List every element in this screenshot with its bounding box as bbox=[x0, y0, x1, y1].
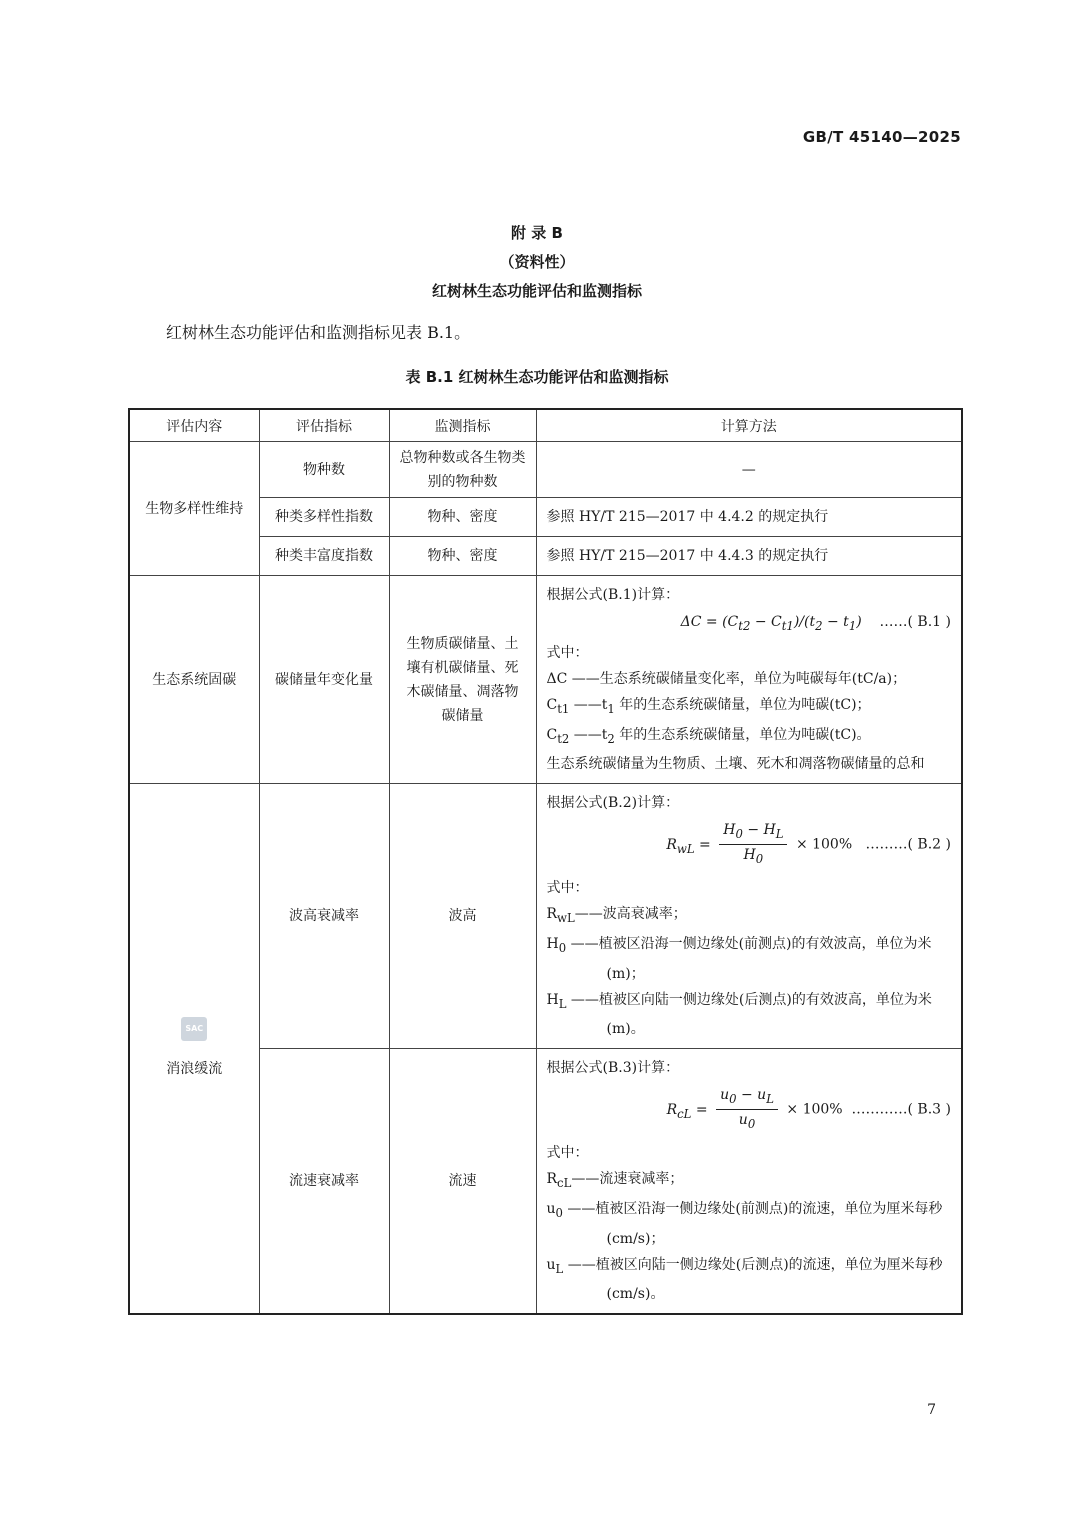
formula-b3-rhs: × 100% bbox=[786, 1101, 843, 1118]
formula-b2-rhs: × 100% bbox=[795, 836, 853, 853]
table-header-row bbox=[129, 409, 962, 442]
cell-carbon-content: 生态系统固碳 bbox=[129, 576, 259, 784]
table-caption: 表 B.1 红树林生态功能评估和监测指标 bbox=[405, 368, 669, 386]
cell-species-monitor: 总物种数或各生物类别的物种数 bbox=[389, 442, 536, 498]
col-header-indicator: 评估指标 bbox=[259, 409, 389, 442]
cell-diversity-method: 参照 HY/T 215—2017 中 4.4.2 的规定执行 bbox=[536, 498, 962, 537]
def-line: ΔC ——生态系统碳储量变化率，单位为吨碳每年(tC/a)； bbox=[546, 670, 907, 687]
indicator-table bbox=[128, 408, 963, 1315]
formula-b1-expr: $\Delta C = (C_{t2} - C_{t1})/(t_2 - t_1)$ bbox=[680, 614, 862, 633]
cell-diversity-monitor: 物种、密度 bbox=[389, 498, 536, 537]
formula-b3-denominator: $u_0$ bbox=[738, 1112, 756, 1131]
formula-b2-fraction bbox=[719, 820, 787, 869]
standard-number: GB/T 45140—2025 bbox=[802, 128, 961, 146]
appendix-type: （资料性） bbox=[499, 253, 575, 271]
formula-b1-tag: ……( B.1 ) bbox=[879, 614, 951, 630]
def-line: $u_0$ ——植被区沿海一侧边缘处(前测点)的流速，单位为厘米每秒(cm/s)； bbox=[546, 1200, 943, 1247]
cell-carbon-monitor: 生物质碳储量、土壤有机碳储量、死木碳储量、凋落物碳储量 bbox=[389, 576, 536, 784]
formula-b3-lhs: $R_{cL}$ = bbox=[666, 1101, 708, 1121]
table-row bbox=[129, 784, 962, 1049]
cell-wave-content bbox=[129, 784, 259, 1314]
def-line: $R_{wL}——$波高衰减率； bbox=[546, 905, 687, 925]
cell-biodiversity-content: 生物多样性维持 bbox=[129, 442, 259, 576]
method-intro: 根据公式(B.1)计算： bbox=[546, 587, 680, 603]
col-header-monitor: 监测指标 bbox=[389, 409, 536, 442]
cell-richness-index: 种类丰富度指数 bbox=[259, 537, 389, 576]
cell-species-method: — bbox=[536, 442, 962, 498]
formula-b3-tag: …………( B.3 ) bbox=[851, 1101, 951, 1118]
page-number: 7 bbox=[927, 1402, 936, 1418]
def-line: $H_0$ ——植被区沿海一侧边缘处(前测点)的有效波高，单位为米(m)； bbox=[546, 935, 932, 982]
where-label: 式中： bbox=[546, 879, 589, 896]
cell-flow-method bbox=[536, 1049, 962, 1314]
col-header-content: 评估内容 bbox=[129, 409, 259, 442]
cell-carbon-indicator: 碳储量年变化量 bbox=[259, 576, 389, 784]
appendix-name: 红树林生态功能评估和监测指标 bbox=[431, 282, 642, 300]
formula-b2-lhs: $R_{wL}$ = bbox=[666, 836, 711, 856]
cell-flow-indicator: 流速衰减率 bbox=[259, 1049, 389, 1314]
cell-diversity-index: 种类多样性指数 bbox=[259, 498, 389, 537]
formula-b2-denominator: $H_0$ bbox=[743, 847, 764, 866]
formula-b2-numerator: $H_0 - H_L$ bbox=[719, 820, 787, 845]
formula-b2-tag: ………( B.2 ) bbox=[865, 836, 951, 853]
cell-carbon-method bbox=[536, 576, 962, 784]
col-header-method: 计算方法 bbox=[536, 409, 962, 442]
def-line: $C_{t1}$ $——t_1$ 年的生态系统碳储量，单位为吨碳(tC)； bbox=[546, 696, 871, 716]
cell-species-count: 物种数 bbox=[259, 442, 389, 498]
appendix-title: 附 录 B bbox=[511, 224, 563, 242]
cell-wave-indicator: 波高衰减率 bbox=[259, 784, 389, 1049]
cell-wave-method bbox=[536, 784, 962, 1049]
formula-b3 bbox=[547, 1085, 952, 1134]
formula-b3-numerator: $u_0 - u_L$ bbox=[716, 1085, 778, 1110]
method-intro: 根据公式(B.2)计算： bbox=[546, 795, 680, 812]
def-line: $H_L$ ——植被区向陆一侧边缘处(后测点)的有效波高，单位为米(m)。 bbox=[546, 991, 932, 1038]
wave-content-label: 消浪缓流 bbox=[166, 1060, 223, 1077]
def-line: $R_{cL}——$流速衰减率； bbox=[546, 1170, 684, 1190]
def-line: $C_{t2}$ $——t_2$ 年的生态系统碳储量，单位为吨碳(tC)。 bbox=[546, 726, 871, 746]
formula-b1 bbox=[547, 608, 952, 640]
where-label: 式中： bbox=[546, 1144, 589, 1161]
table-row bbox=[129, 442, 962, 498]
cell-richness-monitor: 物种、密度 bbox=[389, 537, 536, 576]
table-row bbox=[129, 576, 962, 784]
method-intro: 根据公式(B.3)计算： bbox=[546, 1060, 680, 1077]
def-line: $u_L$ ——植被区向陆一侧边缘处(后测点)的流速，单位为厘米每秒(cm/s)。 bbox=[546, 1256, 943, 1303]
intro-paragraph: 红树林生态功能评估和监测指标见表 B.1。 bbox=[166, 323, 471, 342]
cell-flow-monitor: 流速 bbox=[389, 1049, 536, 1314]
formula-b2 bbox=[547, 820, 952, 869]
cell-wave-monitor: 波高 bbox=[389, 784, 536, 1049]
sac-logo: SAC bbox=[181, 1017, 207, 1041]
where-label: 式中： bbox=[546, 644, 589, 661]
cell-richness-method: 参照 HY/T 215—2017 中 4.4.3 的规定执行 bbox=[536, 537, 962, 576]
formula-b3-fraction bbox=[716, 1085, 778, 1134]
carbon-note: 生态系统碳储量为生物质、土壤、死木和凋落物碳储量的总和 bbox=[546, 756, 925, 773]
